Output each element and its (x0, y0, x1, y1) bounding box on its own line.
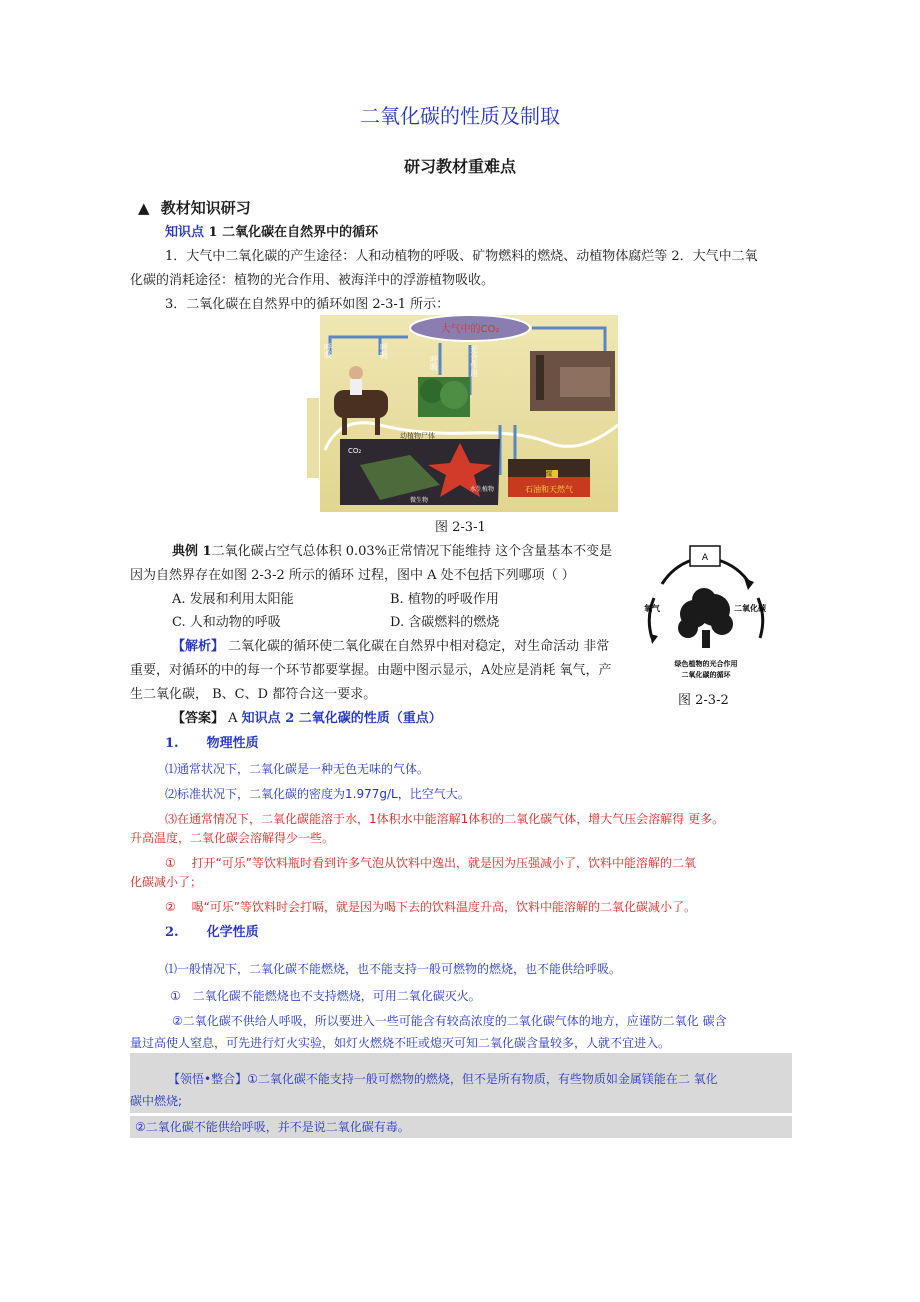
figure-co2-cycle-diagram (632, 538, 780, 688)
cycle-bottom-label-1: 绿色植物的光合作用 (674, 660, 738, 668)
physical-p2: ⑵标准状况下，二氧化碳的密度为1.977g/L，比空气大。 (165, 787, 470, 801)
note-text1: ①二氧化碳不能支持一般可燃物的燃烧，但不是所有物质，有些物质如金属镁能在二 氧化 (247, 1072, 718, 1086)
p1-line1: 1．大气中二氧化碳的产生途径：人和动植物的呼吸、矿物燃料的燃烧、动植物体腐烂等 2．大气中二氧 (165, 249, 758, 264)
knowledge-point-1 (165, 222, 378, 244)
analysis-label: 【解析】 (172, 639, 225, 654)
physical-heading (165, 733, 259, 755)
chemical-heading (165, 922, 259, 944)
option-a: A. 发展和利用太阳能 (172, 592, 294, 607)
figure-2-caption: 图 2-3-2 (678, 693, 729, 708)
cycle-diagram-svg (632, 538, 780, 688)
example-line2: 因为自然界存在如图 2-3-2 所示的循环 过程，图中 A 处不包括下列哪项（ ） (130, 568, 575, 583)
fig1-water-plant: 水生植物 (470, 486, 495, 493)
cycle-left-label: 氧气 (644, 604, 660, 613)
p1-line3: 3．二氧化碳在自然界中的循环如图 2-3-1 所示： (165, 297, 450, 312)
fig1-huxi-2: 呼吸 (379, 343, 389, 359)
physical-p5: ② 喝“可乐”等饮料时会打嗝，就是因为喝下去的饮料温度升高，饮料中能溶解的二氧化碳减小了。 (165, 900, 697, 914)
option-c: C. 人和动物的呼吸 (172, 615, 281, 630)
note-line1 (168, 1068, 718, 1090)
option-d: D. 含碳燃料的燃烧 (390, 615, 500, 630)
p1-line2: 化碳的消耗途径：植物的光合作用、被海洋中的浮游植物吸收。 (130, 273, 495, 288)
physical-heading-text: 物理性质 (206, 736, 259, 751)
cycle-box-a: A (701, 553, 709, 563)
figure-carbon-cycle (320, 315, 618, 512)
fig1-guanghe: 光合作用 (469, 345, 479, 377)
fig1-co2: CO₂ (348, 447, 362, 455)
physical-num: 1. (165, 736, 179, 751)
cycle-right-label: 二氧化碳 (734, 604, 766, 613)
physical-p4-line2: 化碳减小了； (130, 875, 203, 889)
analysis-line3: 生二氧化碳， B、C、D 都符合这一要求。 (130, 687, 377, 702)
kp1-label: 知识点 (165, 225, 205, 240)
fig1-huxi-3: 呼吸 (429, 355, 439, 371)
fig1-fuel: 石油和天然气 (525, 485, 573, 494)
section-heading (138, 197, 251, 219)
note-line3: ②二氧化碳不能供给呼吸，并不是说二氧化碳有毒。 (135, 1120, 410, 1134)
chemical-p3-line2: 量过高使人窒息，可先进行灯火实验，如灯火燃烧不旺或熄灭可知二氧化碳含量较多，人就不宜进入。 (130, 1036, 671, 1050)
cycle-bottom-label-2: 二氧化碳的循环 (681, 671, 731, 679)
chemical-heading-text: 化学性质 (206, 925, 259, 940)
triangle-icon: ▲ (138, 199, 150, 217)
kp2-text: 二氧化碳的性质（重点） (294, 711, 442, 726)
chemical-p1: ⑴一般情况下，二氧化碳不能燃烧，也不能支持一般可燃物的燃烧，也不能供给呼吸。 (165, 962, 622, 976)
carbon-cycle-illustration (320, 315, 618, 512)
kp2-label: 知识点 2 (241, 711, 295, 726)
answer-text: A (224, 711, 242, 726)
analysis-line1 (172, 636, 609, 658)
page-subtitle: 研习教材重难点 (403, 157, 516, 176)
chemical-p3-line1: ②二氧化碳不供给人呼吸，所以要进入一些可能含有较高浓度的二氧化碳气体的地方，应谨防二氧化 碳含 (172, 1014, 727, 1028)
chemical-p2: ① 二氧化碳不能燃烧也不支持燃烧，可用二氧化碳灭火。 (170, 989, 481, 1003)
fig1-coal: 煤 (545, 470, 553, 478)
figure-1-caption: 图 2-3-1 (435, 520, 486, 535)
chemical-num: 2. (165, 925, 179, 940)
kp1-text: 1 二氧化碳在自然界中的循环 (204, 225, 379, 240)
section-label: 教材知识研习 (160, 199, 251, 217)
fig1-microbe: 微生物 (410, 497, 429, 504)
figure-1-side-strip (307, 398, 319, 478)
physical-p4-line1: ① 打开“可乐”等饮料瓶时看到许多气泡从饮料中逸出，就是因为压强减小了，饮料中能溶解的二氧 (165, 856, 697, 870)
fig1-remains: 动植物尸体 (400, 432, 435, 440)
fig1-huxi-1: 呼吸 (323, 343, 333, 359)
note-label: 【领悟•整合】 (168, 1072, 248, 1086)
physical-p1: ⑴通常状况下，二氧化碳是一种无色无味的气体。 (165, 762, 430, 776)
answer-label: 【答案】 (172, 711, 225, 726)
example-line1 (172, 541, 612, 563)
answer-line (172, 708, 442, 730)
analysis-text1: 二氧化碳的循环使二氧化碳在自然界中相对稳定，对生命活动 非常 (224, 639, 610, 654)
fig1-center-label: 大气中的CO₂ (440, 324, 500, 335)
physical-p3-line1: ⑶在通常情况下，二氧化碳能溶于水，1体积水中能溶解1体积的二氧化碳气体，增大气压会溶解得 更多。 (165, 812, 725, 826)
note-line2: 碳中燃烧; (130, 1094, 183, 1108)
analysis-line2: 重要，对循环的中的每一个环节都要掌握。由题中图示显示，A处应是消耗 氧气，产 (130, 663, 612, 678)
example-label: 典例 1 (172, 544, 212, 559)
page-title: 二氧化碳的性质及制取 (360, 104, 560, 128)
physical-p3-line2: 升高温度，二氧化碳会溶解得少一些。 (130, 831, 335, 845)
option-b: B. 植物的呼吸作用 (390, 592, 499, 607)
example-text1: 二氧化碳占空气总体积 0.03%正常情况下能维持 这个含量基本不变是 (211, 544, 613, 559)
